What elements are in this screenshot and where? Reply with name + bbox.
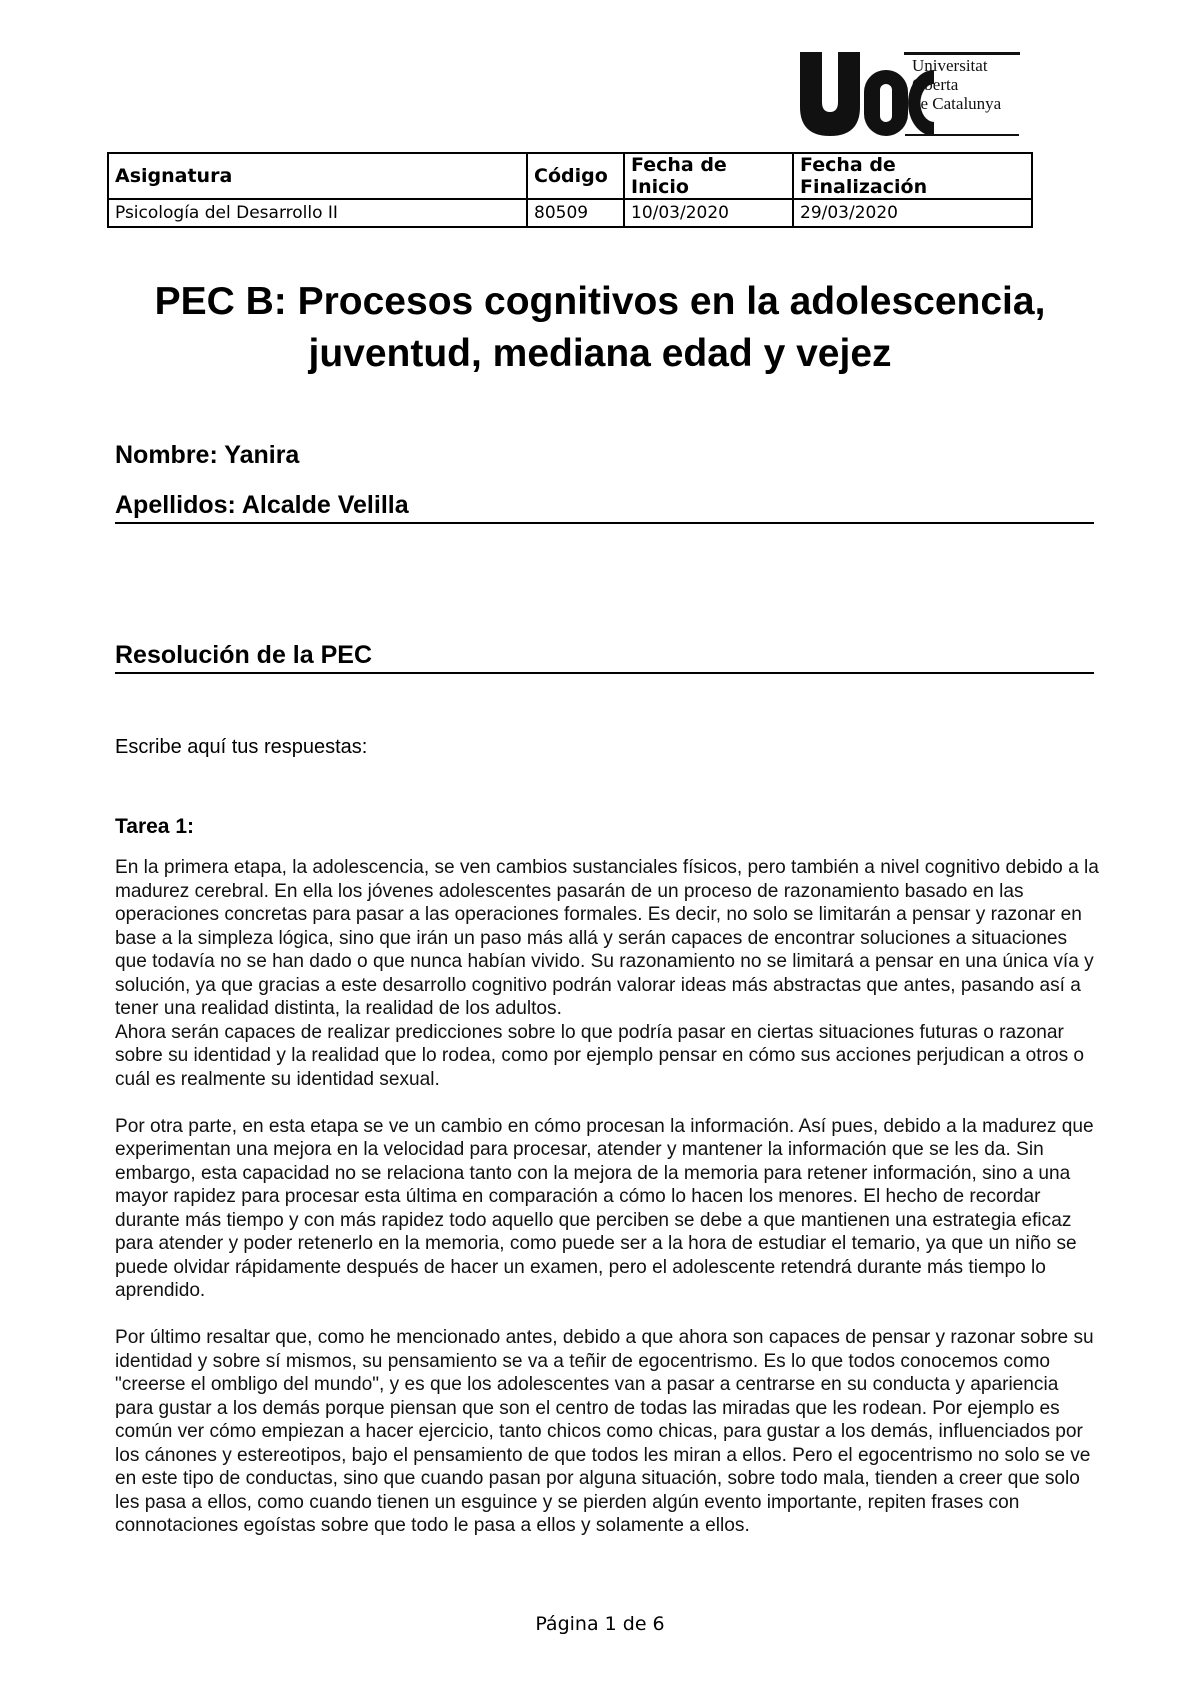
logo-line-1: Universitat [912, 56, 988, 75]
paragraph: Por último resaltar que, como he mencionado antes, debido a que ahora son capaces de pensar y razonar sobre su identidad y sobre sí mismos, su pensamiento se va a teñir de egocentrismo. Es lo que todos conocemos como "creerse el ombligo del mundo", y es que los adolescentes van a pasar a centrarse en su conducta y apariencia para gustar a los demás porque piensan que son el centro de todas las miradas que les rodean. Por ejemplo es común ver cómo empiezan a hacer ejercicio, tanto chicos como chicas, para gustar a los demás, influenciados por los cánones y estereotipos, bajo el pensamiento de que todos les miran a ellos. Pero el egocentrismo no solo se ve en este tipo de conductas, sino que cuando pasan por alguna situación, sobre todo mala, tienden a creer que solo les pasa a ellos, como cuando tienen un esguince y se pierden algún evento importante, repiten frases con connotaciones egoístas sobre que todo le pasa a ellos y solamente a ellos. [115, 1327, 1094, 1536]
course-table-row [108, 199, 1032, 227]
header-codigo: Código [527, 153, 624, 199]
section-divider [115, 672, 1094, 674]
paragraph: En la primera etapa, la adolescencia, se ven cambios sustanciales físicos, pero también a nivel cognitivo debido a la madurez cerebral. En ella los jóvenes adolescentes pasarán de un proceso de razonamiento basado en las operaciones concretas para pasar a las operaciones formales. Es decir, no solo se limitarán a pensar y razonar en base a la simpleza lógica, sino que irán un paso más allá y serán capaces de encontrar soluciones a situaciones que todavía no se han dado o que nunca habían vivido. Su razonamiento no se limitará a pensar en una única vía y solución, ya que gracias a este desarrollo cognitivo podrán valorar ideas más abstractas que antes, pasando así a tener una realidad distinta, la realidad de los adultos. Ahora serán capaces de realizar predicciones sobre lo que podría pasar en ciertas situaciones futuras o razonar sobre su identidad y la realidad que lo rodea, como por ejemplo pensar en cómo sus acciones perjudican a otros o cuál es realmente su identidad sexual. [115, 857, 1099, 1090]
surname-divider [115, 522, 1094, 524]
header-asignatura: Asignatura [108, 153, 527, 199]
student-surname: Apellidos: Alcalde Velilla [115, 491, 409, 519]
logo-line-2: Oberta [912, 75, 959, 94]
task-heading: Tarea 1: [115, 815, 194, 838]
logo-line-3: de Catalunya [912, 94, 1002, 113]
section-heading: Resolución de la PEC [115, 641, 373, 669]
header-fecha-finalizacion: Fecha de Finalización [793, 153, 1032, 199]
answer-body [115, 856, 1100, 1561]
logo-rule [905, 134, 1019, 136]
student-name: Nombre: Yanira [115, 441, 300, 469]
logo-wordmark [912, 56, 1001, 113]
document-title: PEC B: Procesos cognitivos en la adolescencia, juventud, mediana edad y vejez [154, 280, 1046, 375]
course-info-table [107, 152, 1033, 228]
cell-asignatura: Psicología del Desarrollo II [108, 199, 527, 227]
course-table-header-row [108, 153, 1032, 199]
paragraph: Por otra parte, en esta etapa se ve un cambio en cómo procesan la información. Así pues, debido a la madurez que experimentan una mejora en la velocidad para procesar, atender y mantener la información que se les da. Sin embargo, esta capacidad no se relaciona tanto con la mejora de la memoria para retener información, sino a una mayor rapidez para procesar esta última en comparación a cómo lo hacen los menores. El hecho de recordar durante más tiempo y con más rapidez todo aquello que perciben se debe a que mantienen una estrategia eficaz para atender y poder retenerlo en la memoria, como puede ser a la hora de estudiar el temario, ya que un niño se puede olvidar rápidamente después de hacer un examen, pero el adolescente retendrá durante más tiempo lo aprendido. [115, 1115, 1094, 1301]
cell-fecha-finalizacion: 29/03/2020 [793, 199, 1032, 227]
cell-fecha-inicio: 10/03/2020 [624, 199, 793, 227]
intro-text: Escribe aquí tus respuestas: [115, 736, 368, 758]
cell-codigo: 80509 [527, 199, 624, 227]
page-number: Página 1 de 6 [535, 1613, 665, 1635]
header-fecha-inicio: Fecha de Inicio [624, 153, 793, 199]
